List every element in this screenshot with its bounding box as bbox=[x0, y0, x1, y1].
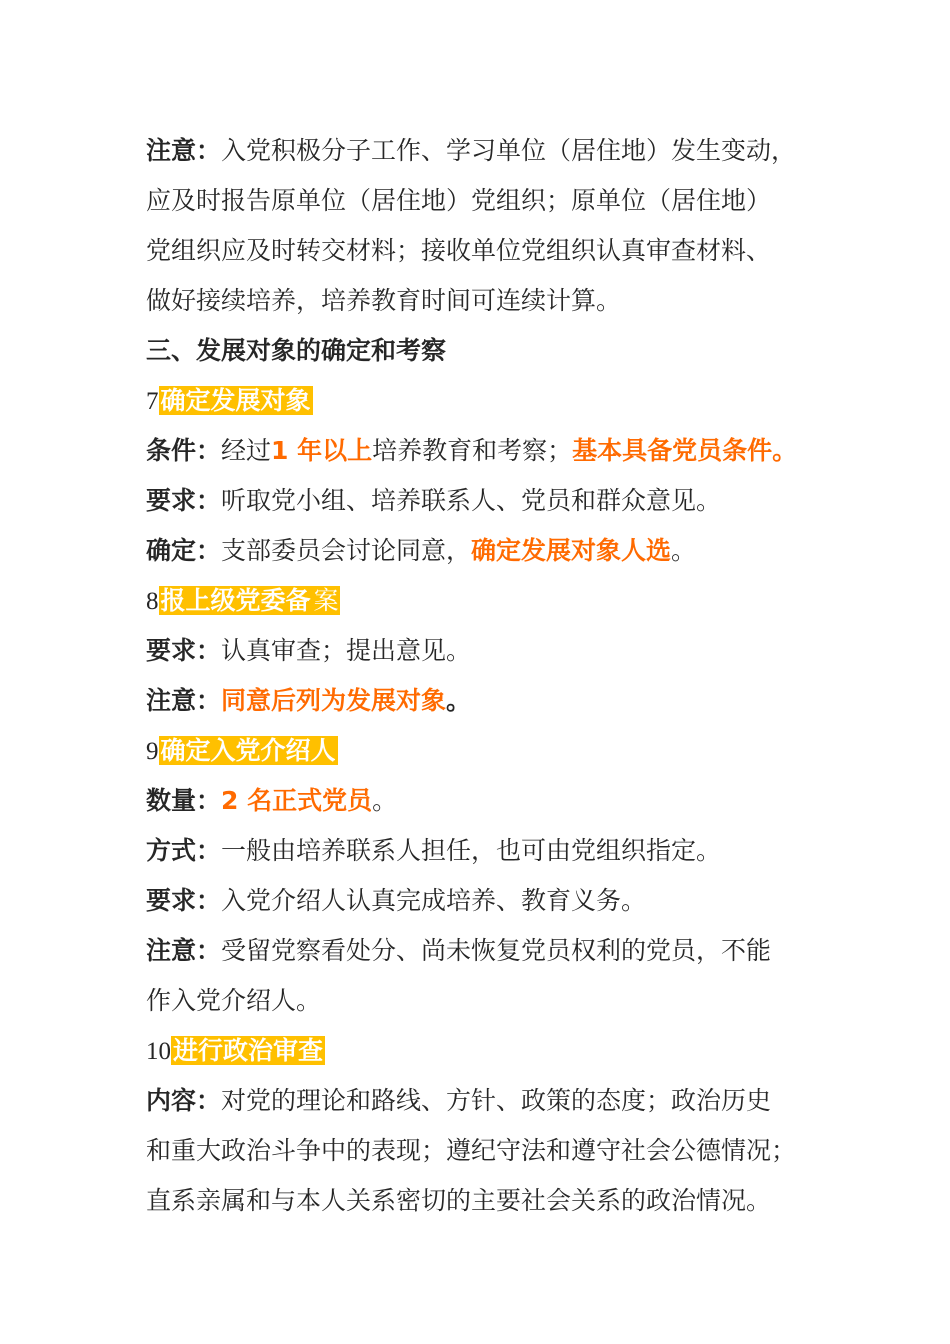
step7-req-label: 要求： bbox=[146, 486, 222, 515]
step7-confirm-pre: 支部委员会讨论同意， bbox=[221, 536, 472, 565]
step7-confirm-highlight: 确定发展对象人选 bbox=[471, 536, 672, 565]
step7-cond-highlight-1: 1 年以上 bbox=[271, 436, 373, 465]
step9-req-label: 要求： bbox=[146, 886, 222, 915]
step7-heading bbox=[146, 376, 826, 426]
step10-content-line-3: 直系亲属和与本人关系密切的主要社会关系的政治情况。 bbox=[146, 1186, 772, 1215]
step9-count-label: 数量： bbox=[146, 786, 222, 815]
step8-number: 8 bbox=[146, 588, 159, 615]
step9-note-line-2: 作入党介绍人。 bbox=[146, 986, 322, 1015]
step8-requirement bbox=[146, 626, 826, 676]
step9-note-label: 注意： bbox=[146, 936, 222, 965]
note1-line-4: 做好接续培养，培养教育时间可连续计算。 bbox=[146, 286, 622, 315]
step9-title: 确定入党介绍人 bbox=[160, 736, 336, 765]
step10-content-line-1 bbox=[146, 1076, 826, 1126]
step9-number: 9 bbox=[146, 738, 159, 765]
step7-req-text: 听取党小组、培养联系人、党员和群众意见。 bbox=[221, 486, 722, 515]
step8-title-tail: 案 bbox=[313, 586, 339, 615]
step7-cond-label: 条件： bbox=[146, 436, 222, 465]
step8-note-end: 。 bbox=[446, 686, 472, 715]
step7-requirement bbox=[146, 476, 826, 526]
step7-confirm bbox=[146, 526, 826, 576]
step9-req-text: 入党介绍人认真完成培养、教育义务。 bbox=[221, 886, 647, 915]
step10-content-text-1: 对党的理论和路线、方针、政策的态度；政治历史 bbox=[221, 1086, 772, 1115]
note1-line-2: 应及时报告原单位（居住地）党组织；原单位（居住地） bbox=[146, 186, 772, 215]
step8-note bbox=[146, 676, 826, 726]
step10-content-line-2: 和重大政治斗争中的表现；遵纪守法和遵守社会公德情况； bbox=[146, 1136, 797, 1165]
step8-note-label: 注意： bbox=[146, 686, 222, 715]
step10-title: 进行政治审查 bbox=[173, 1036, 324, 1065]
step7-cond-mid: 培养教育和考察； bbox=[372, 436, 573, 465]
section3-heading: 三、发展对象的确定和考察 bbox=[146, 336, 447, 365]
step9-note-text-1: 受留党察看处分、尚未恢复党员权利的党员，不能 bbox=[221, 936, 772, 965]
note1-label: 注意： bbox=[146, 136, 222, 165]
document-body bbox=[146, 126, 826, 1226]
step7-condition bbox=[146, 426, 826, 476]
step8-title: 报上级党委备 bbox=[160, 586, 311, 615]
step9-method-text: 一般由培养联系人担任，也可由党组织指定。 bbox=[221, 836, 722, 865]
step7-number: 7 bbox=[146, 388, 159, 415]
note1-line-3: 党组织应及时转交材料；接收单位党组织认真审查材料、 bbox=[146, 236, 772, 265]
step9-requirement bbox=[146, 876, 826, 926]
step8-req-label: 要求： bbox=[146, 636, 222, 665]
step9-note-line-1 bbox=[146, 926, 826, 976]
step7-confirm-label: 确定： bbox=[146, 536, 222, 565]
note1-text-1: 入党积极分子工作、学习单位（居住地）发生变动， bbox=[221, 136, 797, 165]
step7-confirm-end: 。 bbox=[671, 536, 697, 565]
step8-note-highlight: 同意后列为发展对象 bbox=[221, 686, 447, 715]
step9-method bbox=[146, 826, 826, 876]
step8-heading bbox=[146, 576, 826, 626]
step10-number: 10 bbox=[146, 1038, 171, 1065]
step9-count bbox=[146, 776, 826, 826]
step10-content-label: 内容： bbox=[146, 1086, 222, 1115]
step9-method-label: 方式： bbox=[146, 836, 222, 865]
step10-heading bbox=[146, 1026, 826, 1076]
step9-count-highlight: 2 名正式党员 bbox=[221, 786, 373, 815]
step7-title: 确定发展对象 bbox=[160, 386, 311, 415]
step8-req-text: 认真审查；提出意见。 bbox=[221, 636, 472, 665]
step7-cond-highlight-2: 基本具备党员条件。 bbox=[572, 436, 798, 465]
note1-line-1 bbox=[146, 126, 826, 176]
step9-count-end: 。 bbox=[372, 786, 398, 815]
step7-cond-pre: 经过 bbox=[221, 436, 272, 465]
step9-heading bbox=[146, 726, 826, 776]
